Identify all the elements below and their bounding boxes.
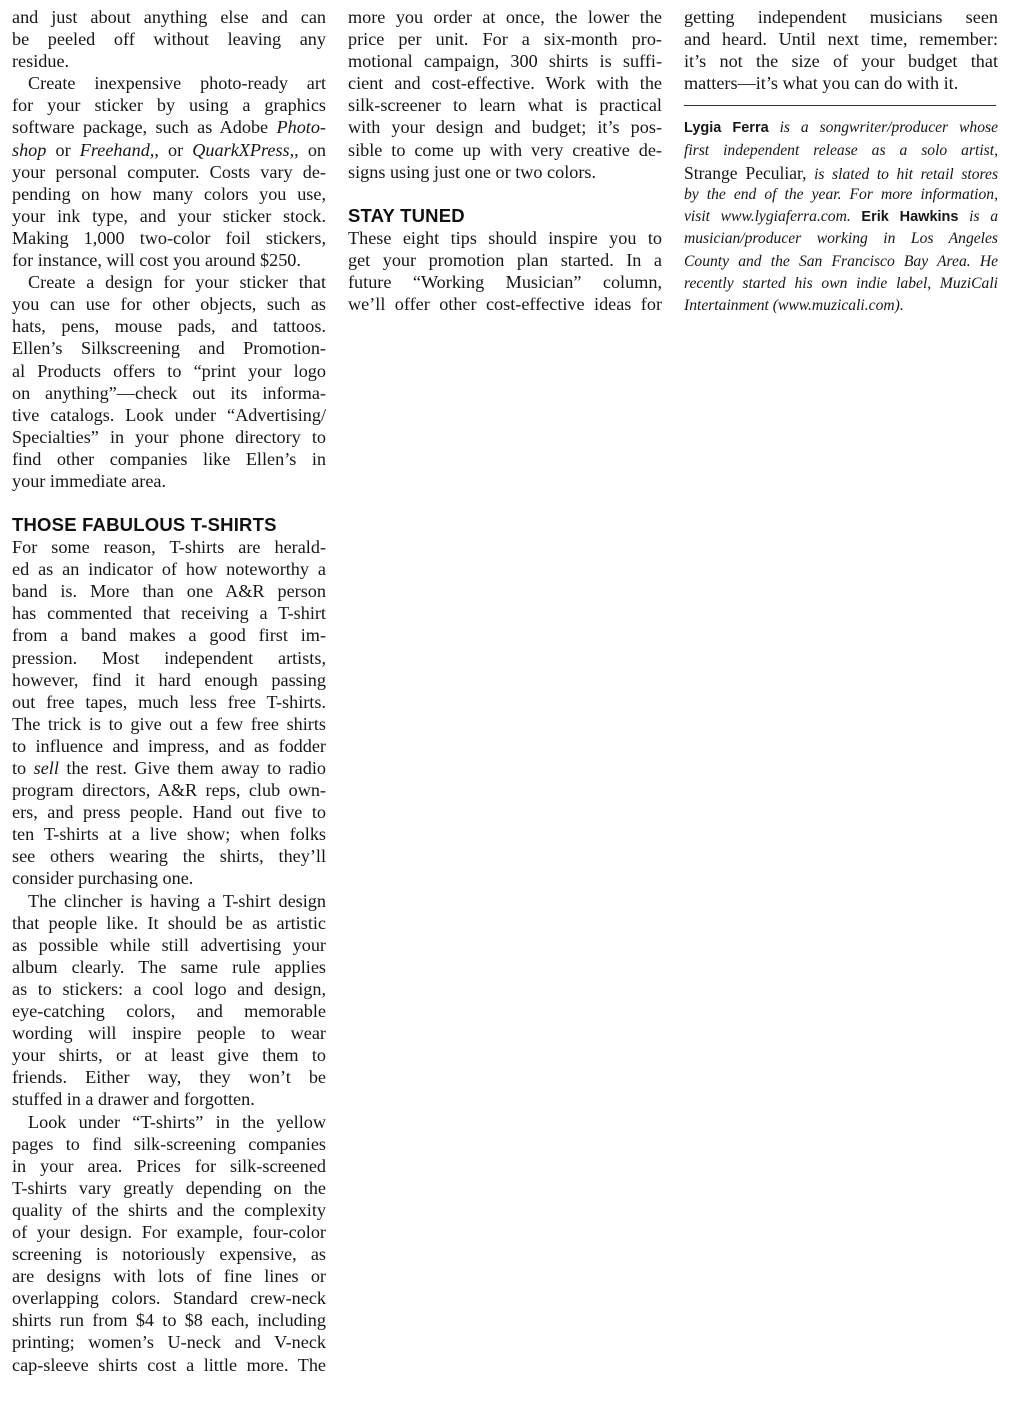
author-bio <box>684 117 998 317</box>
text-line <box>684 295 998 317</box>
text-line: ers, and press people. Hand out five to <box>12 802 326 823</box>
text-line: quality of the shirts and the complexity <box>12 1199 326 1220</box>
text-line: for instance, will cost you around $250. <box>12 250 301 271</box>
text-line: your personal computer. Costs vary de- <box>12 161 326 182</box>
text-line: residue. <box>12 51 70 72</box>
text-line: pages to find silk-screening companies <box>12 1133 326 1154</box>
text-line: band is. More than one A&R person <box>12 581 326 602</box>
text-line: Specialties” in your phone directory to <box>12 426 326 447</box>
text-line <box>684 228 998 250</box>
text-line: wording will inspire people to wear <box>12 1023 326 1044</box>
text-segment: is a songwriter/producer whose <box>768 119 998 137</box>
text-line: as possible while still advertising your <box>12 934 326 955</box>
text-line: hats, pens, mouse pads, and tattoos. <box>12 316 326 337</box>
text-line: shirts run from $4 to $8 each, including <box>12 1310 326 1331</box>
text-line: ed as an indicator of how noteworthy a <box>12 559 326 580</box>
text-segment: , or <box>154 139 193 160</box>
text-line: al Products offers to “print your logo <box>12 360 326 381</box>
text-line: your shirts, or at least give them to <box>12 1045 326 1066</box>
text-line: motional campaign, 300 shirts is suffi- <box>348 51 662 72</box>
text-line: has commented that receiving a T-shirt <box>12 603 326 624</box>
column-2 <box>348 6 662 315</box>
album-title: Strange Peculiar, <box>684 162 807 183</box>
text-line: your ink type, and your sticker stock. <box>12 205 326 226</box>
italic-term: sell <box>33 758 59 778</box>
text-line: find other companies like Ellen’s in <box>12 448 326 469</box>
divider-rule <box>684 105 996 106</box>
text-line: program directors, A&R reps, club own- <box>12 780 326 801</box>
text-line <box>684 184 998 206</box>
section-heading-stay-tuned: STAY TUNED <box>348 204 465 226</box>
text-line: future “Working Musician” column, <box>348 271 662 292</box>
text-segment: is slated to hit retail stores <box>806 165 999 183</box>
text-line: overlapping colors. Standard crew-neck <box>12 1288 326 1309</box>
text-line: For some reason, T-shirts are herald- <box>12 537 326 558</box>
text-line: stuffed in a drawer and forgotten. <box>12 1089 255 1110</box>
text-segment: Intertainment (www.muzicali.com). <box>684 296 904 314</box>
text-line: getting independent musicians seen <box>684 7 998 27</box>
text-segment: recently started his own indie label, MuziCali <box>684 274 998 292</box>
text-line <box>684 162 998 184</box>
author-name: Lygia Ferra <box>684 120 769 137</box>
text-line: get your promotion plan started. In a <box>348 249 662 270</box>
text-segment: musician/producer working in Los Angeles <box>684 230 998 248</box>
text-line: on anything”—check out its informa- <box>12 382 326 403</box>
text-segment: the rest. Give them away to radio <box>58 758 326 778</box>
text-line <box>684 117 998 139</box>
paragraph <box>12 1111 326 1376</box>
column-3 <box>684 6 998 317</box>
text-line: The trick is to give out a few free shirts <box>12 713 326 734</box>
text-line <box>684 206 998 228</box>
text-line: signs using just one or two colors. <box>348 161 597 182</box>
text-line: Making 1,000 two-color foil stickers, <box>12 227 326 248</box>
italic-term: Freehand, <box>79 139 155 160</box>
paragraph <box>684 6 998 94</box>
text-segment: to <box>12 758 34 778</box>
italic-term: Photo- <box>276 117 326 138</box>
paragraph <box>348 6 662 183</box>
text-line: from a band makes a good first im- <box>12 625 326 646</box>
italic-term: shop <box>12 139 47 160</box>
text-segment: first independent release as a solo artist, <box>684 141 998 159</box>
text-segment: software package, such as Adobe <box>12 117 277 138</box>
text-line <box>12 757 326 779</box>
text-line: cap-sleeve shirts cost a little more. The <box>12 1354 326 1375</box>
paragraph <box>12 6 326 72</box>
text-line: we’ll offer other cost-effective ideas for <box>348 294 662 315</box>
text-line: The clincher is having a T-shirt design <box>28 890 326 911</box>
text-line: pression. Most independent artists, <box>12 647 326 668</box>
text-line: ten T-shirts at a live show; when folks <box>12 824 326 845</box>
text-line: and heard. Until next time, remember: <box>684 29 998 50</box>
text-line: are designs with lots of fine lines or <box>12 1266 326 1287</box>
text-line <box>684 251 998 273</box>
text-line <box>12 139 326 161</box>
paragraph <box>12 890 326 1111</box>
text-line: friends. Either way, they won’t be <box>12 1067 326 1088</box>
text-line: out free tapes, much less free T-shirts. <box>12 691 326 712</box>
text-line <box>684 140 998 162</box>
text-line: Create a design for your sticker that <box>28 272 326 293</box>
text-line: price per unit. For a six-month pro- <box>348 29 662 50</box>
text-line: see others wearing the shirts, they’ll <box>12 846 326 867</box>
text-line <box>684 273 998 295</box>
column-1 <box>12 6 326 1376</box>
text-line: more you order at once, the lower the <box>348 7 662 27</box>
text-line: pending on how many colors you use, <box>12 183 326 204</box>
text-line: screening is notoriously expensive, as <box>12 1244 326 1265</box>
text-line: consider purchasing one. <box>12 868 194 889</box>
text-line: tive catalogs. Look under “Advertising/ <box>12 404 326 425</box>
text-line: to influence and impress, and as fodder <box>12 735 326 756</box>
text-line: you can use for other objects, such as <box>12 294 326 315</box>
text-line: matters—it’s what you can do with it. <box>684 73 959 94</box>
text-line: however, find it hard enough passing <box>12 669 326 690</box>
text-line: These eight tips should inspire you to <box>348 227 662 248</box>
text-line <box>12 116 326 138</box>
paragraph <box>12 536 326 890</box>
text-line: printing; women’s U-neck and V-neck <box>12 1332 326 1353</box>
text-line: in your area. Prices for silk-screened <box>12 1155 326 1176</box>
website-link: visit www.lygiaferra.com. <box>684 208 862 226</box>
text-line: sible to come up with very creative de- <box>348 139 662 160</box>
text-line: silk-screener to learn what is practical <box>348 95 662 116</box>
paragraph <box>348 227 662 315</box>
text-line: Look under “T-shirts” in the yellow <box>28 1111 326 1132</box>
text-segment: is a <box>958 208 999 226</box>
text-line: for your sticker by using a graphics <box>12 95 326 116</box>
paragraph <box>12 72 326 271</box>
paragraph <box>12 271 326 492</box>
text-line: T-shirts vary greatly depending on the <box>12 1177 326 1198</box>
italic-term: QuarkXPress, <box>192 139 295 160</box>
text-line: your immediate area. <box>12 470 167 491</box>
text-line: it’s not the size of your budget that <box>684 51 998 72</box>
text-line: Create inexpensive photo-ready art <box>28 73 326 94</box>
text-line: as to stickers: a cool logo and design, <box>12 978 326 999</box>
text-line: that people like. It should be as artistic <box>12 912 326 933</box>
text-segment: by the end of the year. For more information, <box>684 185 998 203</box>
text-segment: , on <box>294 139 327 160</box>
text-line: with your design and budget; it’s pos- <box>348 117 662 138</box>
text-line: and just about anything else and can <box>12 7 326 27</box>
section-heading-tshirts: THOSE FABULOUS T-SHIRTS <box>12 514 277 536</box>
text-line: cient and cost-effective. Work with the <box>348 73 662 94</box>
text-line: be peeled off without leaving any <box>12 29 326 50</box>
text-line: album clearly. The same rule applies <box>12 956 326 977</box>
text-line: Ellen’s Silkscreening and Promotion- <box>12 338 326 359</box>
text-segment: County and the San Francisco Bay Area. He <box>684 252 998 270</box>
text-line: of your design. For example, four-color <box>12 1221 326 1242</box>
text-line: eye-catching colors, and memorable <box>12 1001 326 1022</box>
author-name: Erik Hawkins <box>861 209 959 226</box>
text-segment: or <box>55 139 80 160</box>
